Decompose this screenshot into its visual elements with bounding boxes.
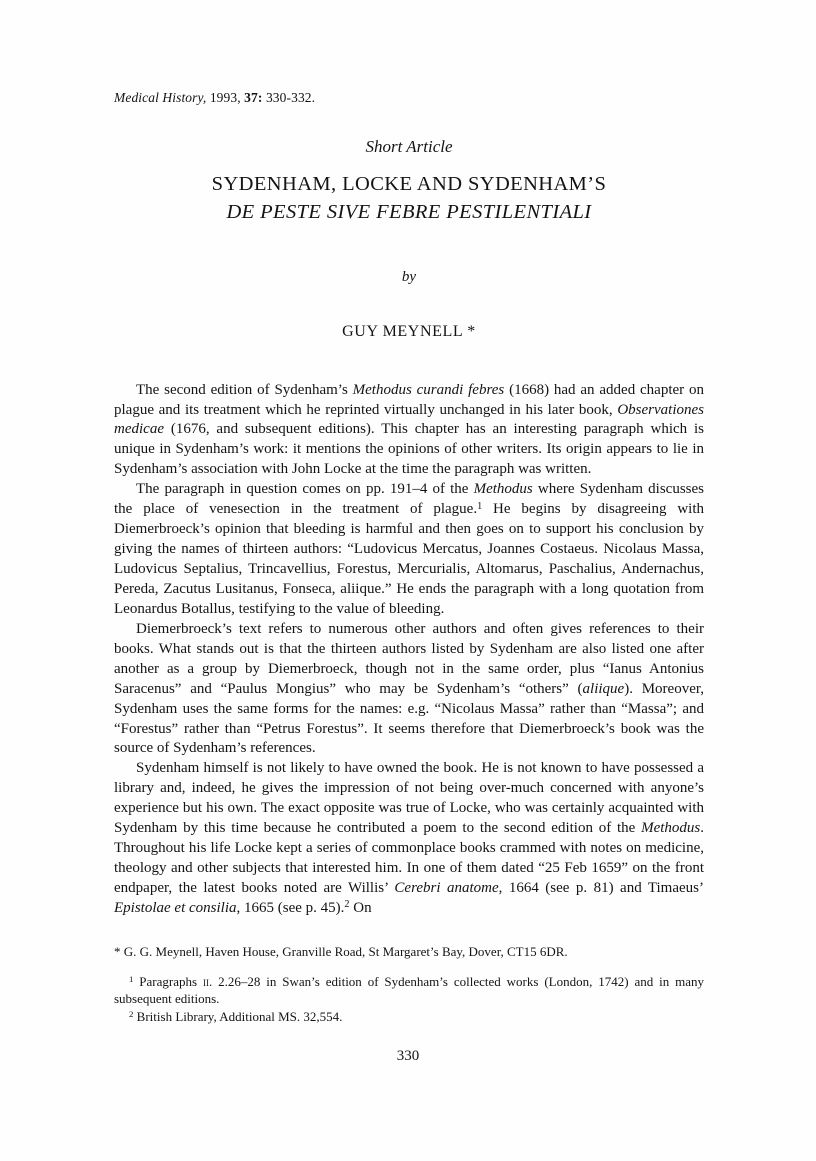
text-run: He begins by disagreeing with Diemerbroeck’s opinion that bleeding is harmful and then goes on to support his conclusion by giving the names of thirteen authors: “Ludovicus Mercatus, Joannes Costaeus. Nicolaus Massa, Ludovicus Septalius, Trincavellius, Forestus, Mercurialis, Altomarus, Paschalius, Andernachus, Pereda, Zacutus Lusitanus, Fonseca, aliique.” He ends the paragraph with a long quotation from Leonardus Botallus, testifying to the value of bleeding. [114, 501, 704, 617]
text-run: Methodus [473, 481, 533, 498]
text-run: Cerebri anatome [394, 880, 499, 896]
text-run: aliique [582, 680, 625, 697]
article-body [114, 381, 704, 919]
text-run: On [349, 899, 372, 916]
page-number: 330 [396, 1048, 420, 1064]
footnote-1 [114, 973, 704, 1008]
text-run: The second edition of Sydenham’s [136, 381, 353, 398]
text-run: Epistolae et consilia [114, 899, 237, 916]
text-run: British Library, Additional MS. 32,554. [133, 1008, 343, 1024]
text-run: (1668) had an added chapter on plague and its treatment which he reprinted virtually unchanged in his later book, [114, 381, 704, 418]
text-run: The paragraph in question comes on pp. 191–4 of the [136, 481, 474, 498]
text-run: Observationes medicae [114, 401, 704, 438]
article-title [114, 170, 704, 227]
footnote-ref: 1 [477, 500, 483, 512]
footnote-affiliation [114, 943, 704, 960]
footnote-2 [114, 1008, 704, 1025]
text-run: . 2.26–28 in Swan’s edition of Sydenham’s collected works (London, 1742) and in many subsequent editions. [114, 974, 704, 1007]
text-run: 330-332. [262, 90, 316, 105]
paragraph [114, 480, 704, 620]
text-run: ii [202, 974, 209, 990]
text-run: where Sydenham discusses the place of venesection in the treatment of plague. [114, 481, 704, 518]
text-run: , 1664 (see p. 81) and Timaeus’ [498, 880, 705, 896]
text-run: * G. G. Meynell, Haven House, Granville Road, St Margaret’s Bay, Dover, CT15 6DR. [114, 943, 568, 959]
footnote-ref: 2 [129, 1008, 134, 1019]
text-run: Methodus [641, 820, 701, 837]
text-run: Methodus curandi febres [352, 381, 505, 398]
journal-citation [114, 90, 704, 106]
paragraph [114, 620, 704, 760]
paragraph [114, 381, 704, 481]
text-run: , 1665 (see p. 45). [236, 899, 345, 916]
text-run: 1993, [206, 90, 245, 105]
text-run: Diemerbroeck’s text refers to numerous other authors and often gives references to their books. What stands out is that the thirteen authors listed by Sydenham are also listed one after another as a group by Diemerbroeck, though not in the same order, plus “Ianus Antonius Saracenus” and “Paulus Mongius” who may be Sydenham’s “others” ( [114, 620, 704, 697]
text-run: Paragraphs [133, 974, 203, 990]
author-name: GUY MEYNELL * [342, 322, 476, 340]
footnote-ref: 1 [129, 974, 134, 985]
article-title-line1: SYDENHAM, LOCKE AND SYDENHAM’S [211, 173, 607, 195]
text-run: 37: [244, 90, 263, 105]
text-run: . Throughout his life Locke kept a series of commonplace books crammed with notes on medicine, theology and other subjects that interested him. In one of them dated “25 Feb 1659” on the front endpaper, the latest books noted are Willis’ [114, 820, 704, 896]
text-run: (1676, and subsequent editions). This chapter has an interesting paragraph which is unique in Sydenham’s work: it mentions the opinions of other writers. Its origin appears to lie in Sydenham’s association with John Locke at the time the paragraph was written. [114, 421, 704, 478]
byline-by: by [401, 268, 417, 285]
footnote-ref: 2 [344, 899, 350, 911]
text-run: Medical History, [114, 90, 207, 105]
text-run: ). Moreover, Sydenham uses the same forms for the names: e.g. “Nicolaus Massa” rather than “Massa”; and “Forestus” rather than “Petrus Forestus”. It seems therefore that Diemerbroeck’s book was the source of Sydenham’s references. [114, 680, 704, 757]
paragraph [114, 759, 704, 919]
footnotes-block [114, 943, 704, 1025]
text-run: Sydenham himself is not likely to have owned the book. He is not known to have possessed a library and, indeed, he gives the impression of not being over-much concerned with anyone’s experience but his own. The exact opposite was true of Locke, who was certainly acquainted with Sydenham by this time because he contributed a poem to the second edition of the [114, 760, 704, 837]
section-label: Short Article [365, 137, 453, 156]
article-title-line2: DE PESTE SIVE FEBRE PESTILENTIALI [226, 201, 592, 224]
